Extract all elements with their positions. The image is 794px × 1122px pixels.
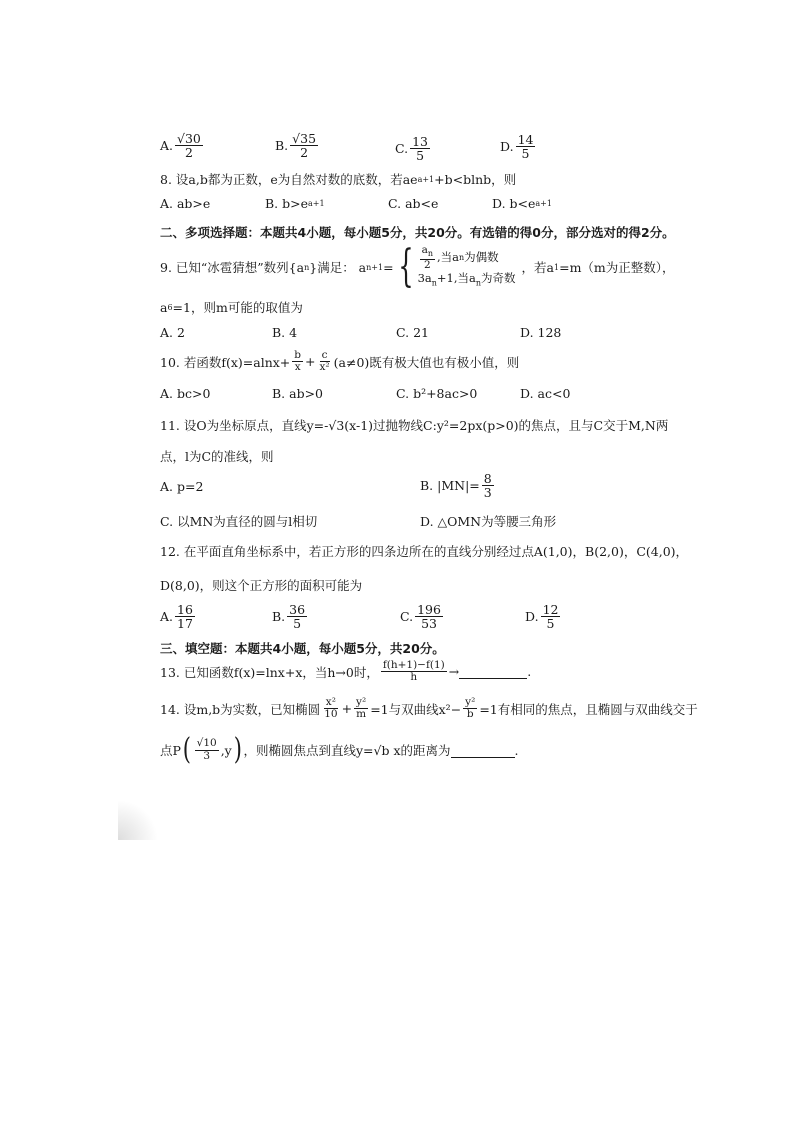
numerator: c	[321, 349, 328, 361]
q11-option-c	[160, 512, 317, 530]
left-brace: {	[397, 241, 414, 292]
q9-stem	[160, 241, 675, 292]
fraction	[318, 350, 332, 373]
numerator: y²	[465, 696, 476, 708]
numerator: 36	[289, 602, 306, 617]
q7-option-d	[500, 133, 537, 160]
q12-option-d	[525, 603, 562, 630]
subscript: 6	[167, 302, 173, 312]
cases	[418, 245, 516, 289]
denominator: 10	[324, 708, 338, 721]
q8-option-a	[160, 196, 210, 211]
q11-stem-line2: 点，l为C的准线，则	[160, 449, 274, 464]
option-text: B. 4	[272, 325, 298, 340]
option-text: D. △OMN为等腰三角形	[420, 514, 557, 529]
subscript: n	[459, 252, 465, 262]
question-text: 10. 若函数f(x)=alnx+	[160, 354, 291, 370]
q10-stem	[160, 350, 519, 373]
question-text: =1与双曲线x²−	[370, 701, 462, 717]
numerator: √35	[292, 131, 317, 146]
option-text: C. 以MN为直径的圆与l相切	[160, 514, 318, 529]
question-text: =1，则m可能的取值为	[172, 300, 303, 315]
q12-option-a	[160, 603, 197, 630]
option-text: B. |MN|=	[420, 478, 480, 494]
q7-option-c	[395, 135, 432, 162]
option-label: D.	[525, 609, 539, 625]
denominator: x	[294, 361, 301, 374]
numerator: 16	[177, 602, 193, 617]
question-text: 点P	[160, 743, 181, 758]
fraction	[410, 135, 430, 162]
q10-option-c	[396, 386, 477, 401]
q12-stem: 12. 在平面直角坐标系中，若正方形的四条边所在的直线分别经过点A(1,0)，B(2,0)，C(4,0)，	[160, 544, 689, 559]
numerator: 196	[417, 602, 441, 617]
section-heading-fill-in: 三、填空题：本题共4小题，每小题5分，共20分。	[160, 641, 445, 656]
denominator: 17	[177, 616, 193, 632]
q14-stem	[160, 697, 698, 720]
question-text: 13. 已知函数f(x)=lnx+x，当h→0时，	[160, 664, 379, 680]
fraction	[415, 603, 443, 630]
option-label: D.	[500, 139, 514, 155]
q11-stem: 11. 设O为坐标原点，直线y=-√3(x-1)过抛物线C:y²=2px(p>0)的焦点，且与C交于M,N两	[160, 418, 669, 433]
option-text: C. 21	[396, 325, 429, 340]
fraction	[175, 132, 203, 159]
question-text: +b<blnb，则	[434, 172, 517, 187]
q10-option-b	[272, 386, 323, 401]
superscript: a+1	[535, 199, 552, 208]
denominator: 53	[421, 616, 437, 632]
option-text: C. ab<e	[388, 196, 439, 211]
denominator: 5	[546, 616, 555, 632]
case-text: 为偶数	[464, 250, 499, 265]
numerator: x²	[325, 696, 336, 708]
scan-shadow	[118, 800, 158, 840]
option-text: A. bc>0	[160, 386, 211, 401]
fraction	[541, 603, 561, 630]
question-text: ，则椭圆焦点到直线y=√b x的距离为	[243, 743, 451, 758]
q9-option-c	[396, 325, 429, 340]
answer-blank[interactable]	[459, 664, 527, 679]
piecewise-definition	[394, 241, 522, 292]
option-label: C.	[400, 609, 414, 625]
question-text: a	[160, 299, 168, 315]
operator: +	[305, 354, 316, 370]
option-text: D. ac<0	[520, 386, 571, 401]
q9-option-d	[520, 325, 561, 340]
option-label: A.	[160, 138, 174, 154]
q9-option-a	[160, 325, 185, 340]
option-text: D. 128	[520, 325, 562, 340]
denominator: 2	[300, 145, 309, 161]
numerator: 12	[542, 602, 559, 617]
q10-option-d	[520, 386, 570, 401]
denominator: 2	[423, 258, 431, 271]
denominator: 5	[416, 148, 425, 164]
q8-stem	[160, 170, 516, 188]
question-text: (a≠0)既有极大值也有极小值，则	[333, 354, 520, 370]
fraction	[292, 350, 303, 373]
question-text: 14. 设m,b为实数，已知椭圆	[160, 701, 321, 717]
q11-option-b	[420, 472, 496, 499]
q8-option-b	[265, 196, 325, 211]
q12-option-c	[400, 603, 445, 630]
denominator: 3	[483, 485, 492, 501]
option-text: A. 2	[160, 325, 185, 340]
option-label: B.	[272, 609, 286, 625]
period: .	[514, 742, 519, 758]
question-text: }满足： a	[309, 260, 367, 275]
numerator: f(h+1)−f(1)	[382, 659, 445, 671]
numerator: 8	[483, 471, 492, 486]
superscript: a+1	[308, 199, 325, 208]
question-text: =	[383, 259, 394, 275]
subscript: n	[431, 278, 437, 287]
fraction	[290, 132, 318, 159]
numerator: 14	[517, 132, 534, 147]
denominator: h	[410, 671, 418, 684]
case-text: 为奇数	[481, 270, 516, 285]
option-text: D. b<e	[492, 196, 536, 211]
question-text: =m（m为正整数），	[559, 260, 675, 275]
numerator	[420, 245, 435, 259]
section-heading-multiple-choice: 二、多项选择题：本题共4小题，每小题5分，共20分。有选错的得0分，部分选对的得2分。	[160, 225, 675, 240]
subscript: n	[304, 262, 310, 272]
q11-option-d	[420, 512, 556, 530]
subscript: n	[475, 278, 482, 287]
q14-stem-line2	[160, 732, 519, 767]
subscript: n+1	[366, 262, 384, 272]
numerator: b	[294, 349, 302, 361]
option-text: A. p=2	[160, 479, 204, 494]
case-text: +1,当a	[436, 270, 476, 285]
option-text: A. ab>e	[160, 196, 211, 211]
operator: +	[341, 701, 353, 717]
fraction	[381, 660, 447, 683]
denominator: b	[466, 708, 474, 721]
subscript: 1	[554, 262, 560, 272]
question-text: =1有相同的焦点，且椭圆与双曲线交于	[479, 701, 698, 717]
fraction	[175, 603, 195, 630]
q8-option-d	[492, 196, 552, 211]
numerator: √10	[196, 737, 217, 750]
q11-option-a	[160, 479, 203, 494]
question-text: 8. 设a,b都为正数，e为自然对数的底数，若ae	[160, 172, 418, 187]
q10-option-a	[160, 386, 210, 401]
numerator: √30	[177, 131, 201, 146]
superscript: a+1	[417, 174, 435, 184]
subscript: n	[427, 249, 433, 259]
q7-option-b	[275, 132, 320, 159]
denominator: 5	[293, 616, 302, 632]
numerator: 13	[412, 134, 428, 149]
numerator: y²	[356, 696, 367, 708]
q8-option-c	[388, 196, 438, 211]
case-text: ,当a	[437, 250, 460, 265]
fraction	[463, 697, 477, 720]
option-label: A.	[160, 609, 174, 625]
q9-option-b	[272, 325, 297, 340]
option-text: B. ab>0	[272, 386, 324, 401]
fraction	[354, 697, 368, 720]
fraction	[287, 603, 307, 630]
q12-stem-line2: D(8,0)，则这个正方形的面积可能为	[160, 578, 363, 593]
case-text: 3a	[417, 270, 432, 285]
option-label: B.	[275, 138, 289, 154]
option-label: C.	[395, 141, 409, 157]
fraction	[516, 133, 536, 160]
denominator: x²	[319, 361, 330, 374]
option-text: B. b>e	[265, 196, 309, 211]
fraction	[482, 472, 494, 499]
option-text: C. b²+8ac>0	[396, 386, 478, 401]
q12-option-b	[272, 603, 309, 630]
q9-stem-line2	[160, 298, 303, 316]
symbol: a	[421, 244, 428, 257]
q7-option-a	[160, 132, 205, 159]
case-odd	[418, 271, 516, 289]
denominator: m	[356, 708, 367, 721]
arrow: →	[448, 664, 460, 680]
fraction	[195, 738, 219, 761]
left-paren: (	[182, 732, 191, 767]
fraction	[322, 697, 339, 720]
denominator: 2	[184, 145, 193, 161]
question-text: 9. 已知“冰雹猜想”数列{a	[160, 260, 305, 275]
question-text: ,y	[220, 742, 232, 758]
q13-stem	[160, 660, 531, 683]
period: .	[527, 664, 532, 680]
answer-blank[interactable]	[451, 743, 515, 758]
right-paren: )	[233, 732, 242, 767]
fraction	[420, 245, 435, 271]
question-text: ，若a	[521, 260, 554, 275]
denominator: 5	[521, 146, 530, 162]
case-even	[418, 245, 516, 271]
denominator: 3	[203, 749, 211, 762]
